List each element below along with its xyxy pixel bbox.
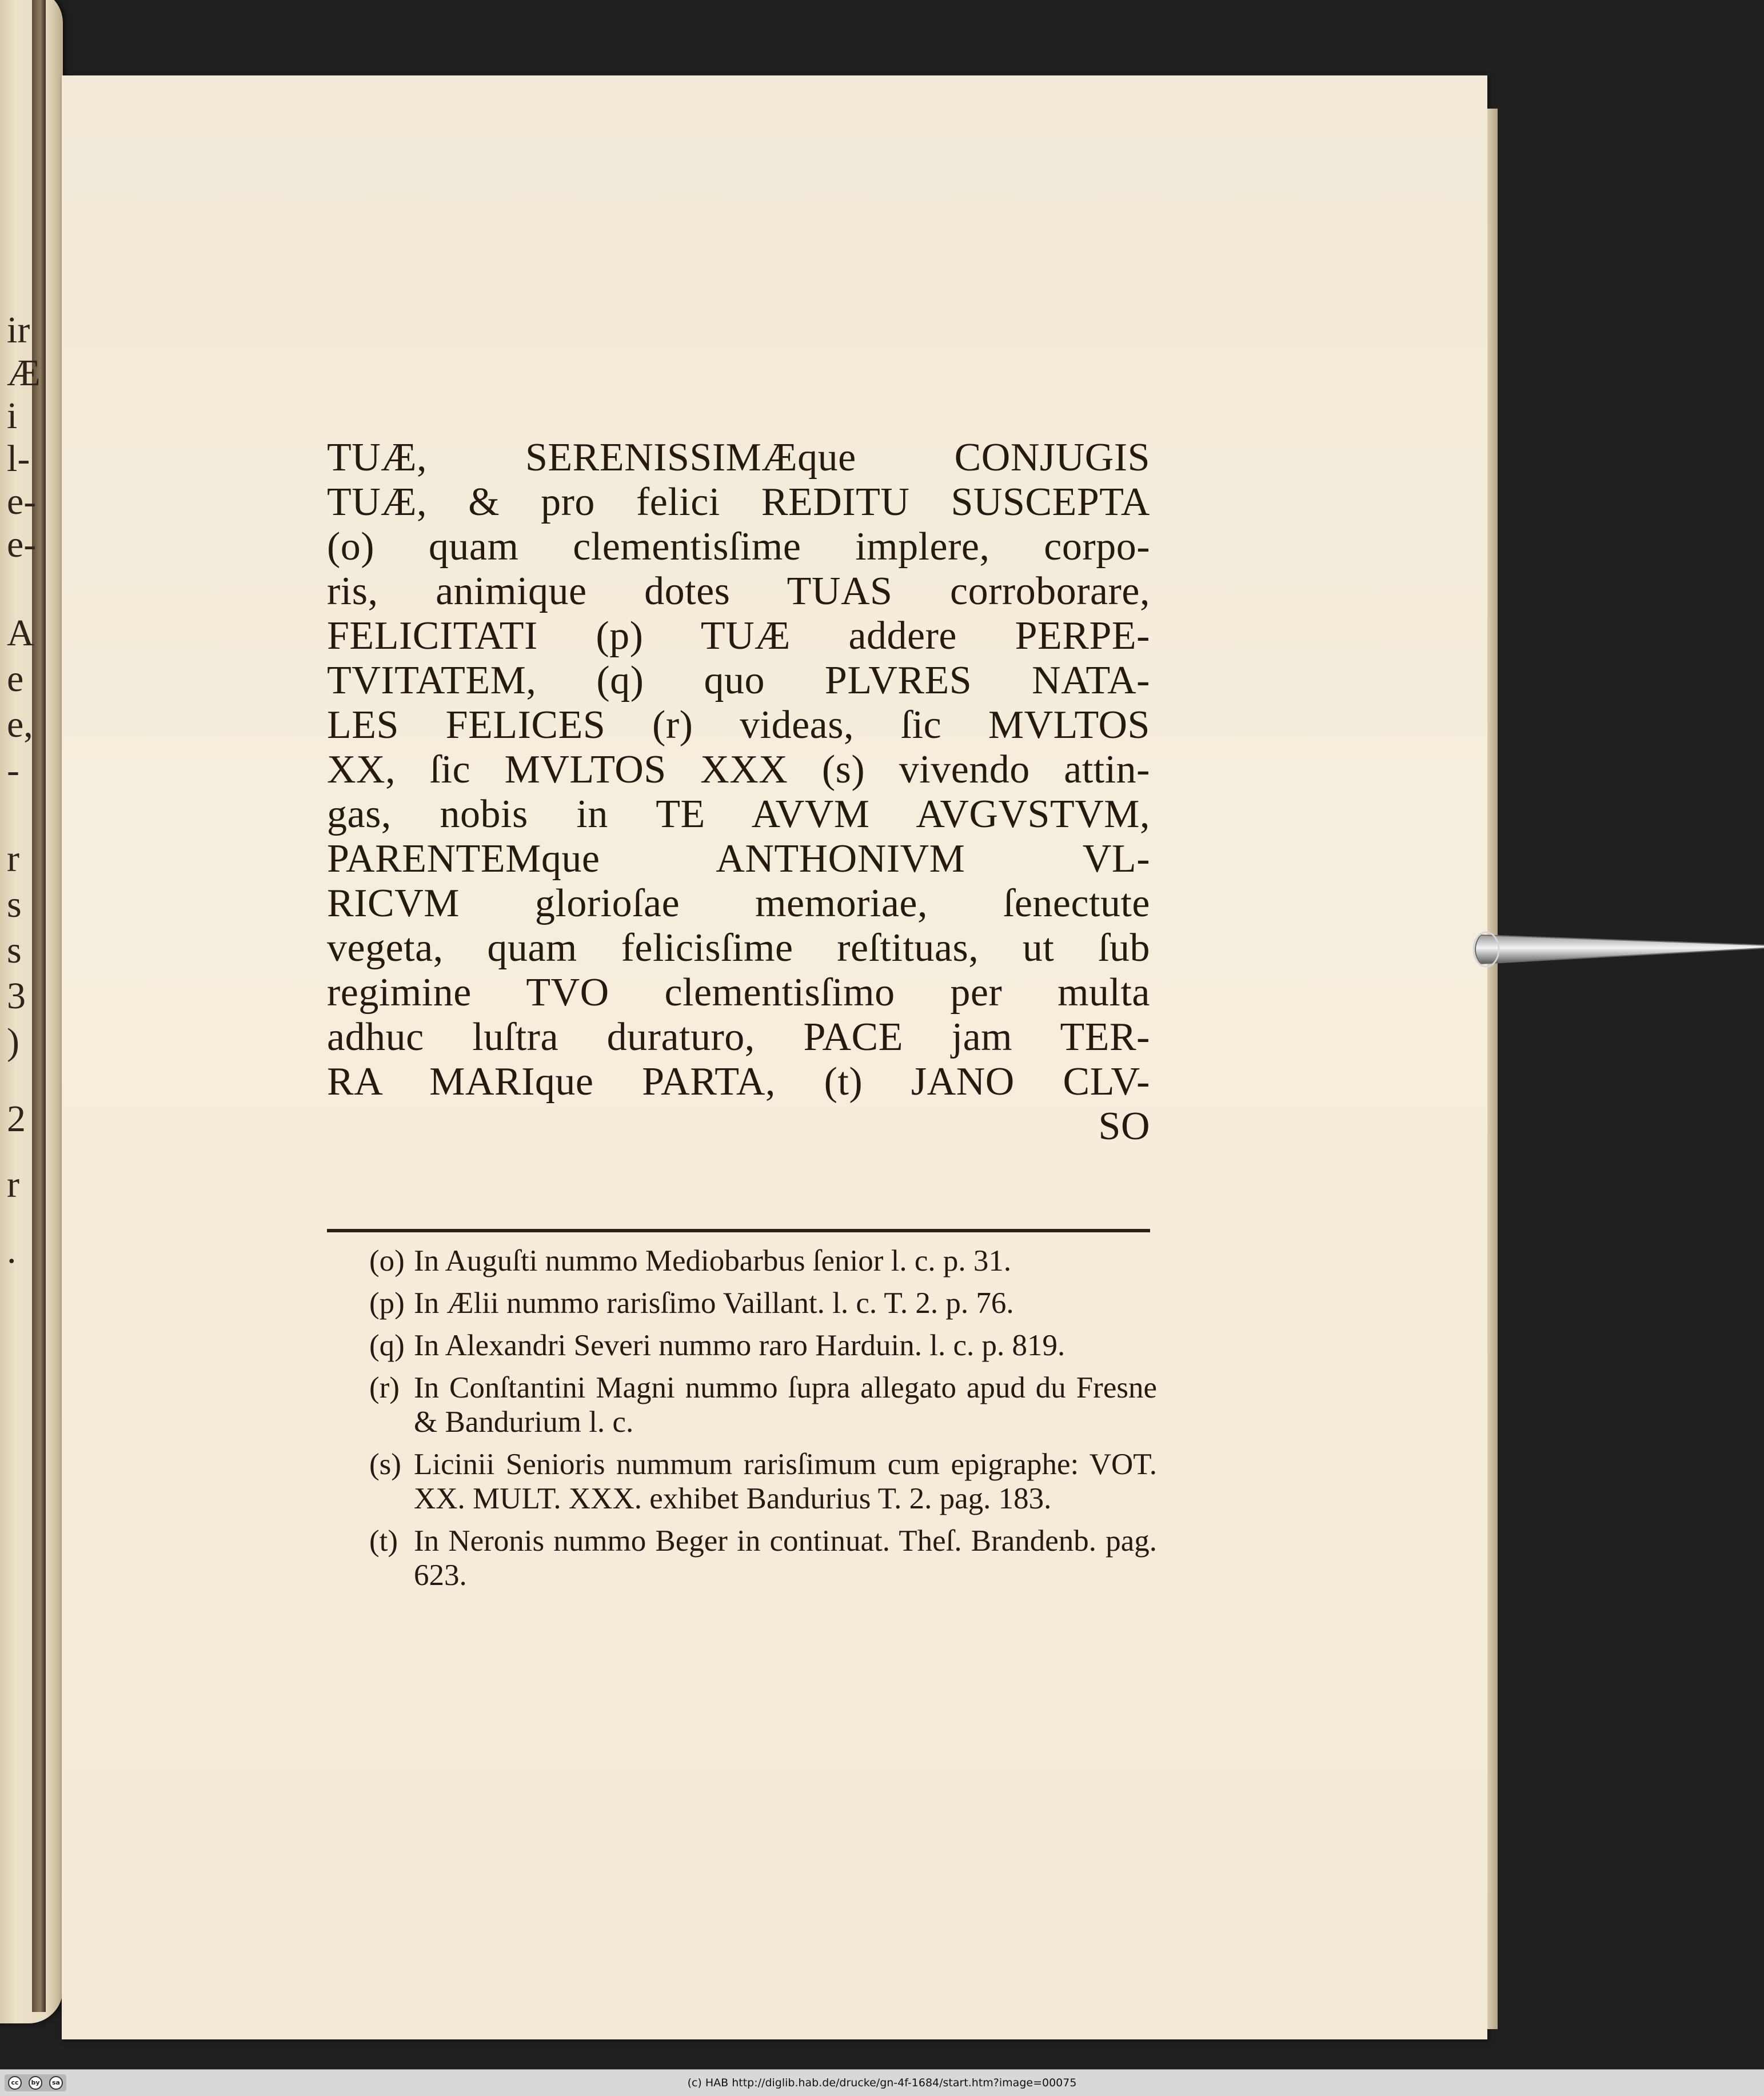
left-page-fragment: 3 [7,975,26,1017]
left-page-fragment: e, [7,704,33,745]
text-line: RICVM glorioſae memoriae, ſenectute [327,881,1150,925]
footnote [369,1286,1158,1320]
footnote-marker: (o) [369,1244,405,1277]
footnote [369,1371,1158,1439]
text-line: TVITATEM, (q) quo PLVRES NATA- [327,658,1150,702]
main-text-block [327,436,1150,1149]
left-page-fragment: 2 [7,1098,26,1140]
text-line: TUÆ, & pro felici REDITU SUSCEPTA [327,480,1150,524]
left-page-fragment: s [7,884,22,925]
text-line: TUÆ, SERENISSIMÆque CONJUGIS [327,436,1150,480]
footnote [369,1244,1158,1278]
glass-page-weight-icon [1463,912,1764,987]
text-line: (o) quam clementisſime implere, corpo- [327,525,1150,569]
footnote-rule [327,1229,1150,1232]
footnote [369,1524,1158,1592]
text-line: adhuc luſtra duraturo, PACE jam TER- [327,1015,1150,1059]
footnote-text: In Auguſti nummo Mediobarbus ſenior l. c. p. 31. [414,1244,1012,1277]
left-page-fragment: ir [7,309,30,351]
footnote-marker: (p) [369,1287,405,1320]
cc-icon: cc [8,2076,22,2090]
left-page-fragment: . [7,1229,17,1271]
left-page-fragment: Æ [7,352,41,394]
footnote-text: In Alexandri Severi nummo raro Harduin. l. c. p. 819. [414,1329,1065,1362]
footnote-marker: (s) [369,1448,401,1481]
left-page-fragment: i [7,395,18,437]
text-line: gas, nobis in TE AVVM AVGVSTVM, [327,792,1150,836]
credit-text: (c) HAB http://diglib.hab.de/drucke/gn-4f-1684/start.htm?image=00075 [687,2077,1077,2089]
text-line: XX, ſic MVLTOS XXX (s) vivendo attin- [327,748,1150,792]
footnote-text: In Neronis nummo Beger in continuat. Theſ. Brandenb. pag. 623. [414,1524,1157,1592]
text-line: vegeta, quam felicisſime reſtituas, ut ſub [327,926,1150,970]
text-line: LES FELICES (r) videas, ſic MVLTOS [327,703,1150,747]
footnotes [369,1244,1158,1600]
footnote-marker: (r) [369,1371,400,1404]
text-line: FELICITATI (p) TUÆ addere PERPE- [327,614,1150,658]
footnote-text: In Conſtantini Magni nummo ſupra allegato apud du Fresne & Bandurium l. c. [414,1371,1157,1439]
footnote-text: Licinii Senioris nummum rarisſimum cum epigraphe: VOT. XX. MULT. XXX. exhibet Bandurius T. 2. pag. 183. [414,1448,1157,1515]
status-bar [0,2069,1764,2096]
book-gutter [32,0,46,2012]
left-page-fragment: e [7,658,24,700]
left-page-fragment: l- [7,438,30,480]
left-facing-page-edge [0,0,63,2023]
catchword-line: SO [1098,1104,1150,1148]
left-page-fragment: r [7,838,19,880]
left-page-fragment: e- [7,524,37,565]
footnote-marker: (t) [369,1524,398,1558]
footnote [369,1447,1158,1516]
by-icon: by [29,2076,42,2090]
left-page-fragment: - [7,749,19,791]
footnote-text: In Ælii nummo rarisſimo Vaillant. l. c. T. 2. p. 76. [414,1287,1014,1320]
left-page-fragment: A [7,612,34,654]
left-page-fragment: e- [7,481,37,522]
text-line: PARENTEMque ANTHONIVM VL- [327,837,1150,881]
text-line: ris, animique dotes TUAS corroborare, [327,569,1150,613]
sa-icon: sa [49,2076,63,2090]
footnote-marker: (q) [369,1329,405,1362]
page-stack-edge [1487,109,1498,2029]
text-line: RA MARIque PARTA, (t) JANO CLV- [327,1060,1150,1104]
left-page-fragment: s [7,929,22,971]
footnote [369,1328,1158,1363]
left-page-fragment: r [7,1164,19,1205]
text-line: regimine TVO clementisſimo per multa [327,971,1150,1015]
left-page-fragment: ) [7,1021,19,1063]
book-page [62,75,1487,2039]
